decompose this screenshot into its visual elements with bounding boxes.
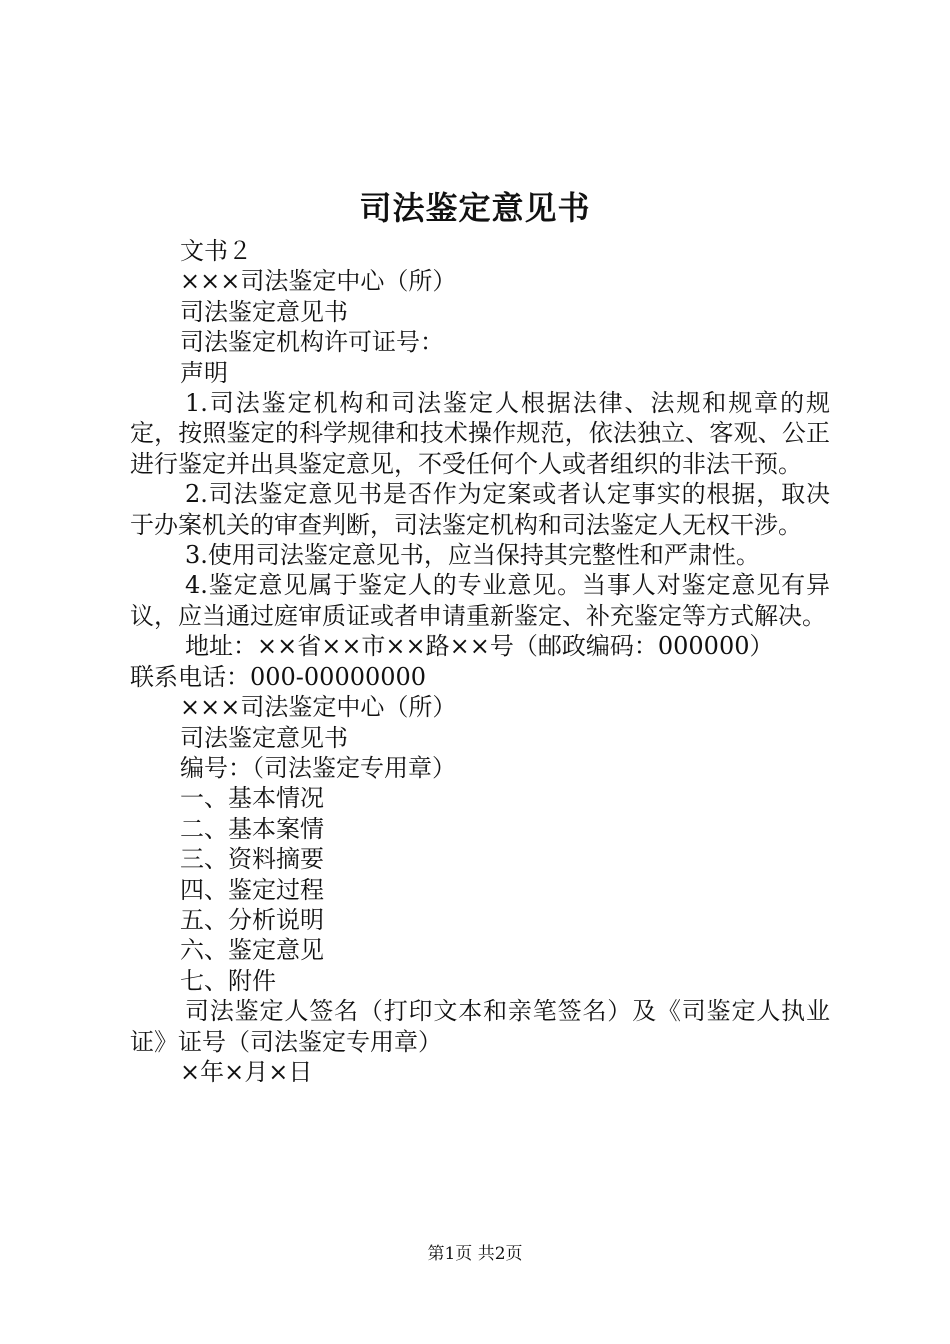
license-number-line: 司法鉴定机构许可证号： <box>180 328 444 357</box>
center-name-repeat: ×××司法鉴定中心（所） <box>180 693 457 722</box>
section-case-facts: 二、基本案情 <box>180 814 324 843</box>
section-materials-summary: 三、资料摘要 <box>180 845 324 874</box>
serial-number-line: 编号：（司法鉴定专用章） <box>180 753 456 782</box>
section-attachments: 七、附件 <box>180 966 276 995</box>
phone-line: 联系电话：000-00000000 <box>130 662 427 691</box>
section-appraisal-process: 四、鉴定过程 <box>180 875 324 904</box>
section-analysis: 五、分析说明 <box>180 905 324 934</box>
address-line: 地址：××省××市××路××号（邮政编码：000000） <box>185 632 774 661</box>
statement-heading: 声明 <box>180 358 228 387</box>
doc-number: 文书２ <box>180 237 252 265</box>
document-body <box>130 236 830 1087</box>
section-basic-info: 一、基本情况 <box>180 784 324 813</box>
statement-item-3: 3.使用司法鉴定意见书，应当保持其完整性和严肃性。 <box>185 541 760 570</box>
document-title: 司法鉴定意见书 <box>359 189 591 227</box>
document-subtitle-repeat: 司法鉴定意见书 <box>180 723 348 752</box>
center-name: ×××司法鉴定中心（所） <box>180 267 457 296</box>
document-subtitle: 司法鉴定意见书 <box>180 297 348 326</box>
section-opinion: 六、鉴定意见 <box>180 936 324 965</box>
page-footer: 第1页 共2页 <box>427 1244 523 1264</box>
date-line: ×年×月×日 <box>180 1057 313 1086</box>
statement-item-2: 2.司法鉴定意见书是否作为定案或者认定事实的根据，取决于办案机关的审查判断，司法鉴定机构和司法鉴定人无权干涉。 <box>130 480 830 539</box>
statement-item-4: 4.鉴定意见属于鉴定人的专业意见。当事人对鉴定意见有异议，应当通过庭审质证或者申请重新鉴定、补充鉴定等方式解决。 <box>130 571 830 630</box>
statement-item-1: 1.司法鉴定机构和司法鉴定人根据法律、法规和规章的规定，按照鉴定的科学规律和技术操作规范，依法独立、客观、公正进行鉴定并出具鉴定意见，不受任何个人或者组织的非法干预。 <box>130 389 830 478</box>
signature-line: 司法鉴定人签名（打印文本和亲笔签名）及《司鉴定人执业证》证号（司法鉴定专用章） <box>130 997 830 1056</box>
